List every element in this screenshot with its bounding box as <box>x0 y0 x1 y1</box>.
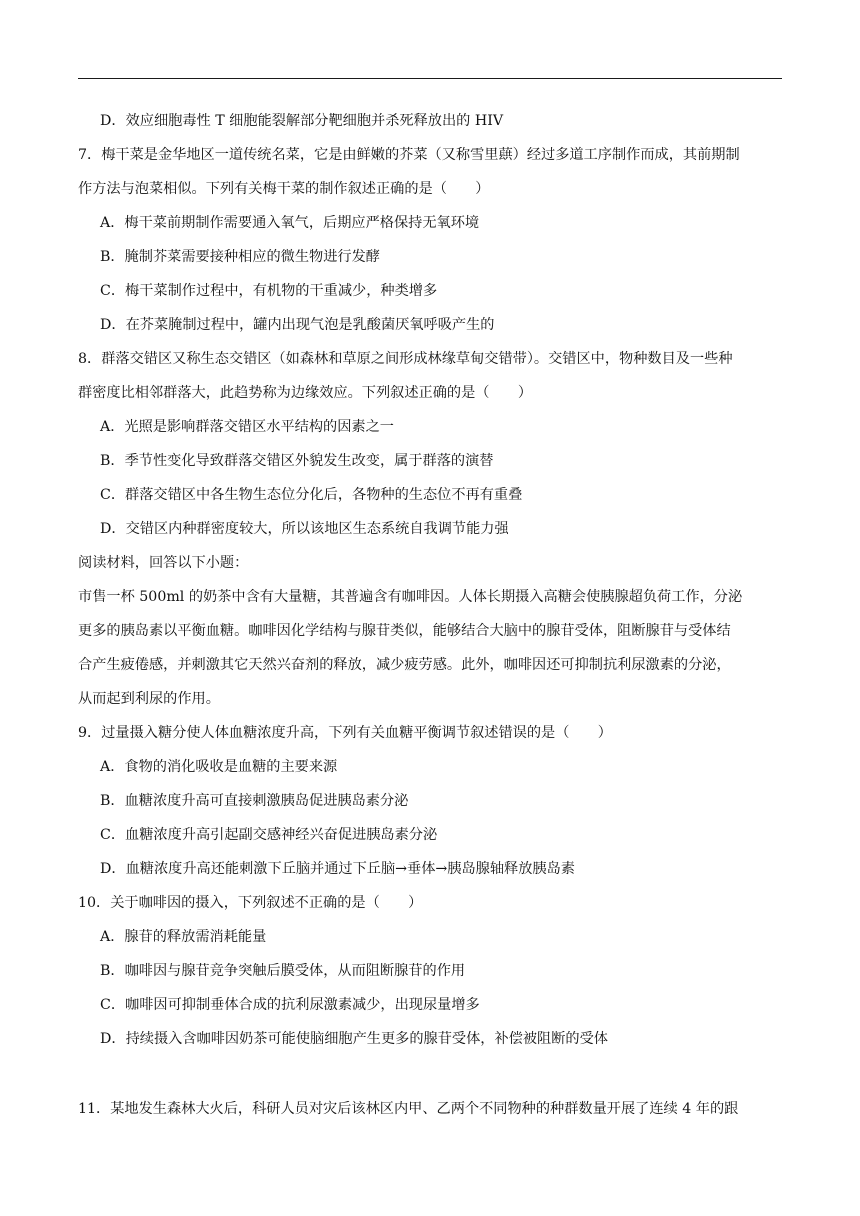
q8-option-d: D．交错区内种群密度较大，所以该地区生态系统自我调节能力强 <box>100 521 509 537</box>
q9-option-c: C．血糖浓度升高引起副交感神经兴奋促进胰岛素分泌 <box>100 827 438 843</box>
q8-option-b: B．季节性变化导致群落交错区外貌发生改变，属于群落的演替 <box>100 453 494 469</box>
q8-stem-line-2: 群密度比相邻群落大，此趋势称为边缘效应。下列叙述正确的是（ ） <box>78 385 533 401</box>
reading-passage-line-4: 从而起到利尿的作用。 <box>78 691 220 707</box>
q10-option-d: D．持续摄入含咖啡因奶茶可能使脑细胞产生更多的腺苷受体，补偿被阻断的受体 <box>100 1031 608 1047</box>
q8-option-a: A．光照是影响群落交错区水平结构的因素之一 <box>100 419 394 435</box>
header-rule <box>78 78 782 79</box>
section-spacer <box>78 1056 790 1092</box>
q11-stem: 11．某地发生森林大火后，科研人员对灾后该林区内甲、乙两个不同物种的种群数量开展了连续 4 年的跟 <box>78 1101 739 1117</box>
q7-option-c: C．梅干菜制作过程中，有机物的干重减少，种类增多 <box>100 283 438 299</box>
q8-option-c: C．群落交错区中各生物生态位分化后，各物种的生态位不再有重叠 <box>100 487 523 503</box>
q10-option-b: B．咖啡因与腺苷竞争突触后膜受体，从而阻断腺苷的作用 <box>100 963 466 979</box>
q7-option-b: B．腌制芥菜需要接种相应的微生物进行发酵 <box>100 249 380 265</box>
q6-option-d: D．效应细胞毒性 T 细胞能裂解部分靶细胞并杀死释放出的 HIV <box>100 113 504 129</box>
reading-passage-line-2: 更多的胰岛素以平衡血糖。咖啡因化学结构与腺苷类似，能够结合大脑中的腺苷受体，阻断腺苷与受体结 <box>78 623 731 639</box>
q8-stem-line-1: 8．群落交错区又称生态交错区（如森林和草原之间形成林缘草甸交错带）。交错区中，物种数目及一些种 <box>78 351 733 367</box>
q7-option-d: D．在芥菜腌制过程中，罐内出现气泡是乳酸菌厌氧呼吸产生的 <box>100 317 495 333</box>
q9-option-b: B．血糖浓度升高可直接刺激胰岛促进胰岛素分泌 <box>100 793 409 809</box>
q10-stem: 10．关于咖啡因的摄入，下列叙述不正确的是（ ） <box>78 895 423 911</box>
reading-passage-line-1: 市售一杯 500ml 的奶茶中含有大量糖，其普遍含有咖啡因。人体长期摄入高糖会使胰腺超负荷工作，分泌 <box>78 589 743 605</box>
q7-option-a: A．梅干菜前期制作需要通入氧气，后期应严格保持无氧环境 <box>100 215 480 231</box>
q9-option-a: A．食物的消化吸收是血糖的主要来源 <box>100 759 338 775</box>
reading-passage-line-3: 合产生疲倦感，并刺激其它天然兴奋剂的释放，减少疲劳感。此外，咖啡因还可抑制抗利尿激素的分泌， <box>78 657 731 673</box>
q7-stem-line-1: 7．梅干菜是金华地区一道传统名菜，它是由鲜嫩的芥菜（又称雪里蕻）经过多道工序制作而成，其前期制 <box>78 147 740 163</box>
q9-stem: 9．过量摄入糖分使人体血糖浓度升高，下列有关血糖平衡调节叙述错误的是（ ） <box>78 725 612 741</box>
reading-intro: 阅读材料，回答以下小题： <box>78 555 249 571</box>
q10-option-a: A．腺苷的释放需消耗能量 <box>100 929 267 945</box>
q9-option-d: D．血糖浓度升高还能刺激下丘脑并通过下丘脑→垂体→胰岛腺轴释放胰岛素 <box>100 861 575 877</box>
q7-stem-line-2: 作方法与泡菜相似。下列有关梅干菜的制作叙述正确的是（ ） <box>78 181 490 197</box>
page-content <box>78 104 790 1126</box>
q10-option-c: C．咖啡因可抑制垂体合成的抗利尿激素减少，出现尿量增多 <box>100 997 480 1013</box>
